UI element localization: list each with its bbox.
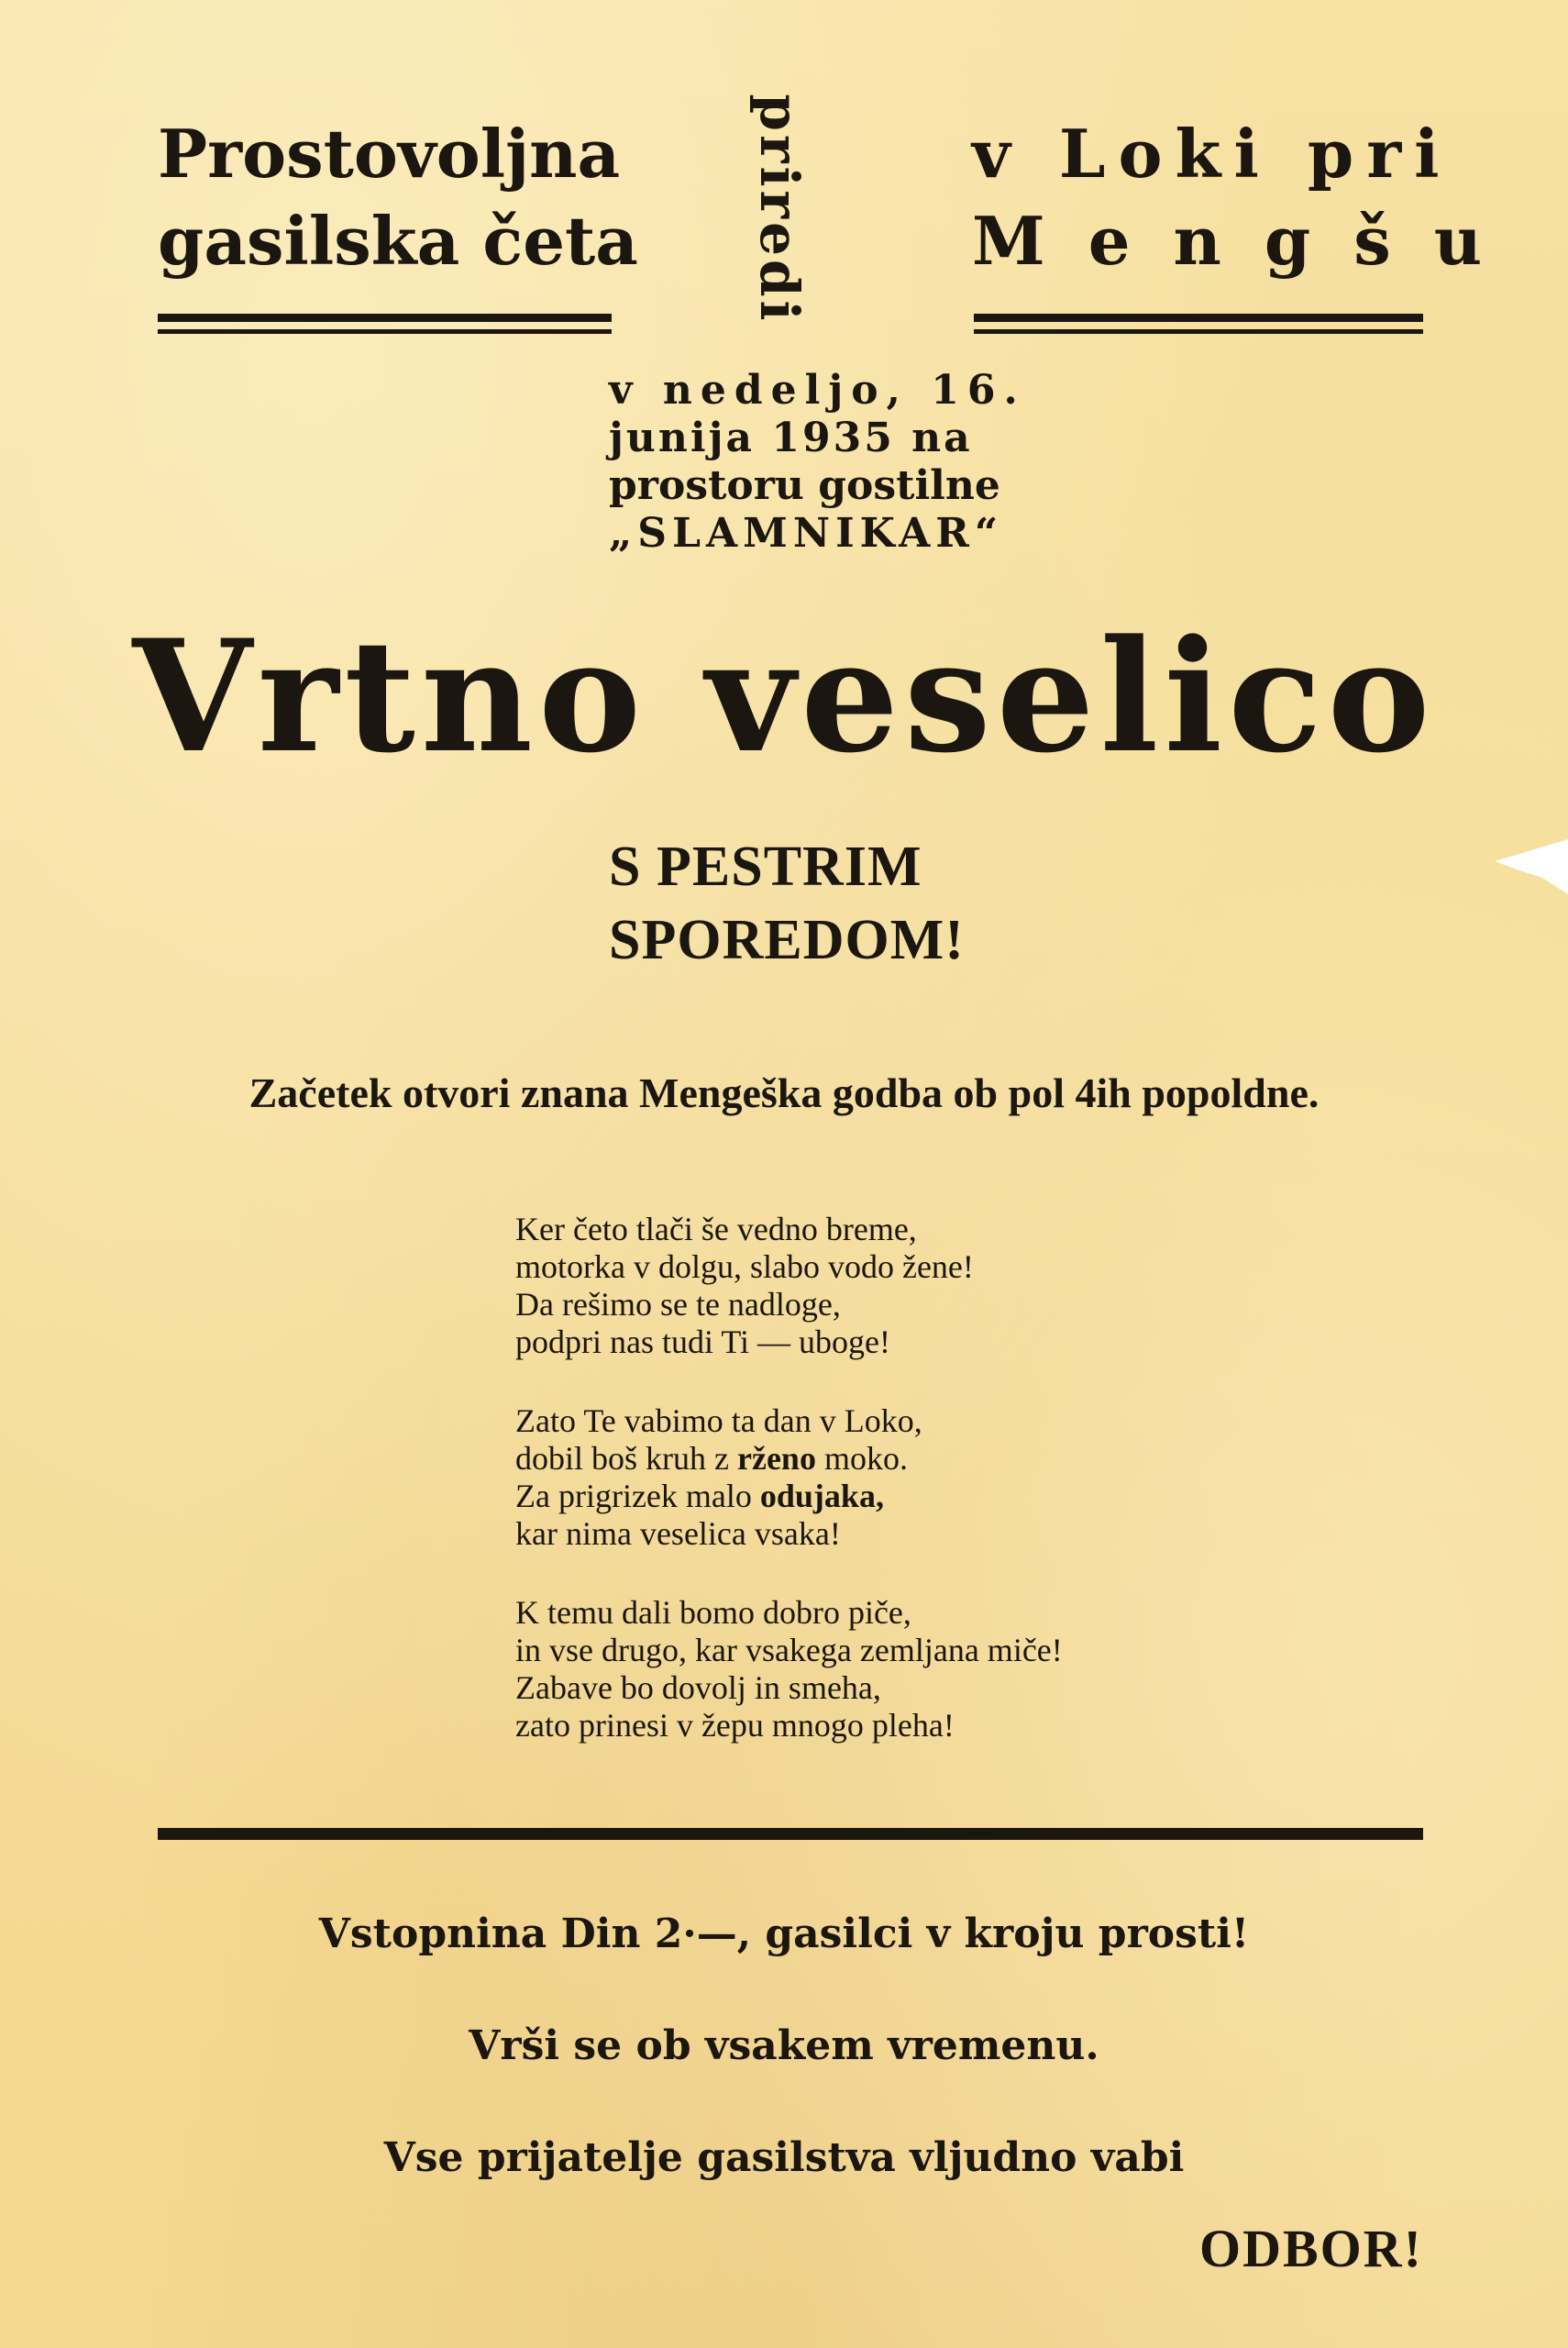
poem-stanza-2 [515, 1402, 1341, 1553]
headline: Vrtno veselico [132, 605, 1436, 787]
weather-note: Vrši se ob vsakem vremenu. [469, 2022, 1099, 2069]
subtitle-line-1: S PESTRIM [609, 836, 922, 898]
entry-fee: Vstopnina Din 2·—, gasilci v kroju prosti! [318, 1911, 1250, 1957]
poem-line: Zato Te vabimo ta dan v Loko, [515, 1402, 922, 1439]
poem-stanza-3 [515, 1594, 1341, 1744]
start-announcement: Začetek otvori znana Mengeška godba ob pol 4ih popoldne. [248, 1069, 1320, 1116]
location-name [972, 110, 1526, 284]
poem-line: kar nima veselica vsaka! [515, 1515, 841, 1552]
signature: ODBOR! [1199, 2219, 1423, 2278]
paper-tear [1495, 839, 1568, 894]
poem-text: dobil boš kruh z [515, 1440, 737, 1477]
vertical-priredi: priredi [748, 94, 811, 325]
poem-line: zato prinesi v žepu mnogo pleha! [515, 1707, 955, 1744]
poem-line [515, 1478, 1341, 1515]
invitation: Vse prijatelje gasilstva vljudno vabi [383, 2134, 1185, 2181]
subtitle-line-2: SPOREDOM! [609, 909, 965, 971]
poem-text: Za prigrizek malo [515, 1478, 760, 1514]
date-line-4: „SLAMNIKAR“ [609, 510, 1004, 557]
poem [515, 1211, 1341, 1786]
poem-text: moko. [815, 1440, 908, 1477]
poem-line: Zabave bo dovolj in smeha, [515, 1669, 881, 1706]
date-venue-block [609, 367, 1026, 558]
poem-bold-word: rženo [736, 1440, 816, 1477]
organizer-line-1: Prostovoljna [158, 115, 621, 193]
poem-line: K temu dali bomo dobro piče, [515, 1594, 911, 1631]
location-line-1: v Loki pri [972, 115, 1452, 193]
date-line-1: v nedeljo, 16. [609, 367, 1026, 414]
poem-stanza-1 [515, 1211, 1341, 1361]
poem-line [515, 1440, 1341, 1478]
poem-line: Ker četo tlači še vedno breme, [515, 1211, 917, 1247]
left-double-rule [158, 314, 612, 334]
poem-line: podpri nas tudi Ti — uboge! [515, 1324, 891, 1360]
divider-rule [158, 1828, 1423, 1840]
poem-bold-word: odujaka, [759, 1478, 884, 1514]
date-line-3: prostoru gostilne [609, 462, 1000, 509]
location-line-2: Mengšu [972, 202, 1526, 280]
organizer-name [158, 110, 638, 284]
subtitle [609, 830, 1159, 977]
right-double-rule [974, 314, 1423, 334]
poem-line: motorka v dolgu, slabo vodo žene! [515, 1248, 974, 1285]
poem-line: Da rešimo se te nadloge, [515, 1286, 841, 1323]
date-line-2: junija 1935 na [609, 415, 973, 461]
organizer-line-2: gasilska četa [158, 202, 638, 280]
poem-line: in vse drugo, kar vsakega zemljana miče! [515, 1632, 1063, 1668]
